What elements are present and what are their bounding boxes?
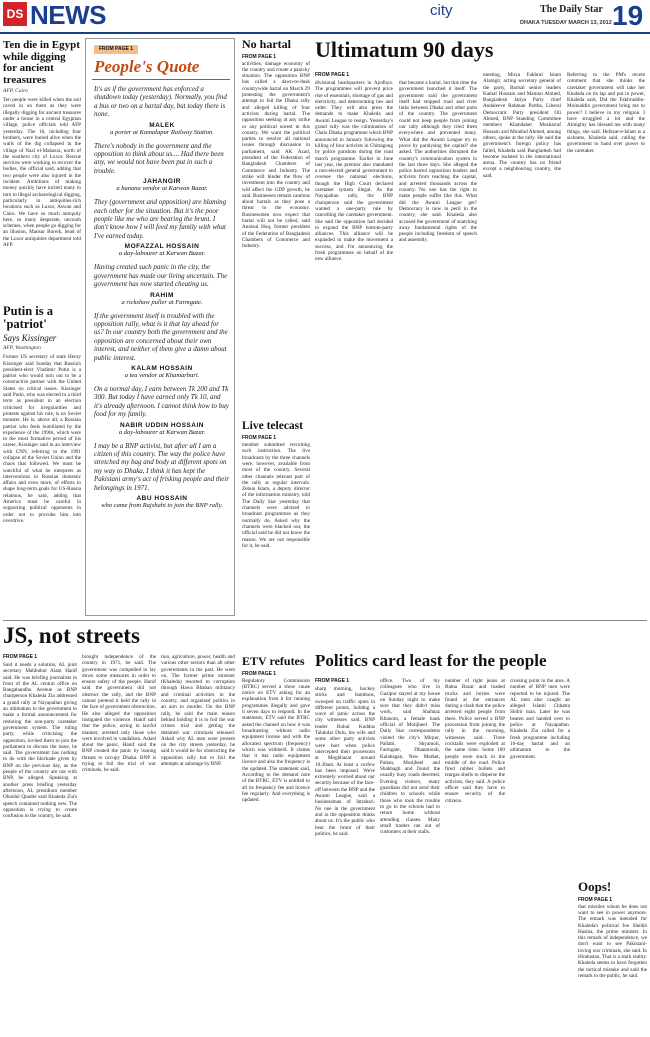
live-telecast-body: member submitted recruiting such instruction. The live broadcasts by the three channels were, however, available from most of the country. Several other channels telecast part of the rally at regular intervals. Zebun Islam, a deputy director of the information ministry, told The Daily Star yesterday that channels were advised to broadcast programmes as they normally do. Asked why the channels were blacked out, the official said he did not know the reason. We are not responsible for it, he said.: [242, 442, 310, 549]
politics-headline: Politics card least for the people: [315, 652, 547, 670]
egypt-article: [3, 40, 81, 300]
etv-refutes-article: [242, 655, 310, 1035]
putin-body: Former US secretary of state Henry Kissinger said Sunday that Russia's president-elect Vladimir Putin is a patriot who would turn out to be a constructive partner with the United States on critical issues. Kissinger said Putin, who was elected to a third term as president in an election criticised for irregularities and protests against his rule, is no Soviet monster. He is, above all, a Russian patriot who feels humiliated by the experience of the 1990s, which were to the most formative period of his career, Kissinger said in an interview with CNN, referring to the 1991 collapse of the Soviet Union and the chaos that followed. We must be watchful of what he interprets as interventions in Russian domestic affairs and even more, of efforts to shape long-term goals for US-Russia relations, he said, adding that America must be careful in supporting political opponents in order not to provoke him into overdrive.: [3, 354, 81, 524]
quote-speaker-name: RAHIM: [150, 291, 174, 299]
ultimatum-col-1: divisional headquarters in Ajodhya. The programmes will prevent price rise of essentials, shortage of gas and electricity, and deteriorating law and order. They will also press the demands to make Khaleda and Awami League to resign. Yesterday's grand rally was the culmination of Chalo Dhaka programme which BNP announced in January following the killing of four activists in Chittagong by police gunshots during the road march programme. Earlier in June last year, the premier also mandated a non-elected general government to oversee the national elections, though the High Court declared caretaker system illegal. As the Nayapaltan rally, the BNP chairperson said the government wanted a one-party rule by cancelling the caretaker government. She said the opposition had decided to expand the BNP bottom-party alliances. This alliance will be expanded to make the movement a success, and I'm announcing the fresh programmes on behalf of the new alliance.: [315, 80, 393, 263]
masthead-rule: [0, 32, 650, 34]
quote-item: [94, 85, 230, 136]
politics-col-3: number of tight jeans at Ratna Bazar and loaded trucks and lorries were found at the entrances during a clash that the police arrested eight people from there. Police served a BNP procession from joining the rally in the morning, witnesses said. Three cocktails were exploded at the same time. Some 100 people were stuck in the middle of the road. Police fired rubber bullets and teargas shells to disperse the activists, they said. A police officer said they have to ensure security of the citizens.: [445, 678, 505, 804]
oops-headline: Oops!: [578, 880, 612, 894]
logo-badge: DS: [3, 2, 27, 26]
quote-text: They (government and opposition) are blaming each other for the situation. But it's the poor people like me who are bearing the brunt. I don't know how I will feed my family with what I've earned today.: [94, 198, 227, 240]
quote-item: [94, 312, 230, 379]
peoples-quote-box: [85, 38, 235, 616]
js-col-3: tion, agriculture, power, health and various other sectors than all other governments in the past. He went on, The former prime minister (Khaleda) resorted to corruption through Hawa Bhaban militancy and criminal activities in the country, and organised politics in an aim to murder. On the BNP rally, he said the main reason behind holding it is to foil the war crimes trial and getting the detained war criminals released. Asked why AL men were present on the city streets yesterday, he said it would be for obstructing the opposition rally but to foil the attempts at sabotage by BNP.: [161, 654, 235, 768]
quote-speaker-role: a tea vendor at Khamarbari.: [124, 371, 200, 379]
quote-speaker-name: KALAM HOSSAIN: [131, 364, 193, 372]
quote-text: There's nobody in the government and the opposition to think about us.... Had there been any, we would not have been put in such a trouble.: [94, 141, 224, 175]
dateline: DHAKA TUESDAY MARCH 13, 2012: [520, 20, 612, 26]
no-hartal-from-page: FROM PAGE 1: [242, 53, 277, 60]
no-hartal-article: [242, 38, 310, 418]
ultimatum-col-4: Referring to the PM's recent comment that she thinks the caretaker government will take her Khaleda on its lap and put in power, Khaleda said, Did the Fakhruddin-Moinuddin government bring me to power? I believe in my religion. I have struggled a lot and the Almighty has blessed me with many things, she said. Hefazat-e-Islam is a sickness, Khaleda said, calling the government to hand over power to the caretaker.: [567, 72, 645, 154]
putin-byline: AFP, Washington: [3, 345, 41, 352]
egypt-headline: Ten die in Egypt while digging for ancient treasures: [3, 40, 80, 86]
section-city: city: [430, 2, 453, 19]
quote-text: If the government itself is troubled with the opposition rally, what is it that lay ahead for us? In our country both the government and the opposition are concerned about their own interest, and neither of them give a damn about public interest.: [94, 311, 228, 362]
js-not-streets-headline: JS, not streets: [3, 624, 140, 648]
oops-body: that missiles whom he does not want to see in power anymore. The remark was intended for Khaleda's political foe Sheikh Hasina, the prime minister. In this remark of independence, we don't want to see Pakistani-loving war criminals, she said. In Hindustan, That is a stark reality. Khaleda seems to have forgotten the tactical mistake and said the remark to the public, he said.: [578, 903, 647, 979]
quote-list: [94, 85, 230, 515]
page-number: 19: [612, 0, 644, 31]
masthead: [0, 0, 650, 34]
putin-article: [3, 305, 81, 635]
quote-item: [94, 263, 230, 305]
section-divider: [3, 620, 647, 621]
quote-title-rule: [92, 79, 230, 80]
quote-text: On a normal day, I earn between Tk 200 and Tk 300. But today I have earned only Tk 10, and it's already afternoon. I cannot think how to buy food for my family.: [94, 384, 229, 419]
js-col-2: brought independence of the country in 1971, he said. The government was compelled to lay down some measures in order to ensure safety of the people. Hanif said the government did not obstruct the rally, and the BNP cannot pretend it held the rally in the face of government obstruction. He also alleged the opposition instigated the violence. Hanif said that the police, acting in lawful manner, arrested only those who were involved in vandalism. Asked about the panic, Hanif said the BNP created the panic by issuing threats to occupy Dhaka. BNP is trying to foil the trial of war criminals, he said.: [82, 654, 156, 774]
quote-text: Having created such panic in the city, the government has made our living uncertain. The government has now started cheating us.: [94, 263, 228, 289]
quote-item: [94, 442, 230, 509]
ultimatum-article: [315, 38, 647, 616]
quote-speaker-name: ABU HOSSAIN: [136, 495, 188, 502]
live-telecast-headline: Live telecast: [242, 420, 303, 432]
js-col-1: Said it needs a solution, AL joint secretary Mahbubul Alam Hanif said. He was briefing journalists in front of the AL central office on Bangabandhu Avenue as BNP chairperson Khaleda Zia addressed a grand rally at Nayapaltan giving an ultimatum to the government to make a formal announcement for restoring the non-party caretaker government system. The ruling party, while criticising the opposition, invited them to join the parliament to discuss the issue, he said. The government has nothing to do with the blockade given by BNP on the previous day, as the people of the country are not with BNP, he alleged. Speaking at another press briefing yesterday afternoon, AL presidium member Obaidul Quader said Khaleda Zia's speech contained nothing new. The opposition is trying to create confusion in the country, he said.: [3, 662, 77, 820]
politics-col-1: sharp morning, hockey sticks and bamboos, swooped on traffic spots in different points, holding a wave of panic across the city witnesses said. BNP leader Ruhul Kuddus Talukdar Dulu, his wife and some other party activists were hurt when police intercepted their procession at Moghbazar around 10.30am. At least a curfew has been imposed. We're extremely worried about our security because of the face-off between the BNP and the Awami League, said a businessman of Jatrabari. No one in the government and in the opposition thinks about us. It's the public who bear the brunt of their politics, he said.: [315, 686, 375, 837]
oops-article: [578, 880, 647, 1035]
politics-from-page: FROM PAGE 1: [315, 678, 350, 684]
egypt-byline: AFP, Cairo: [3, 88, 28, 95]
quote-speaker-role: a day-labourer at Karwan Bazar.: [118, 428, 206, 436]
putin-headline: Putin is a 'patriot': [3, 305, 54, 332]
quote-speaker-name: MOFAZZAL HOSSAIN: [124, 243, 200, 251]
quote-text: It's as if the government has enforced a shutdown today (yesterday). Normally, you find a bus or two on a hartal day, but today there is none.: [94, 85, 227, 119]
quote-speaker-role: a day-labourer at Karwan Bazar.: [118, 250, 206, 258]
quote-item: [94, 142, 230, 193]
politics-col-2: office. Two of my colleagues who live in Gazipur stayed at my house on Sunday night to make sure that they didn't miss work, said Shahnaz Khanom, a female bank official of Motijheel. The Daily Star correspondents visited the city's Mirpur, Pallabi, Shyamoli, Farmgate, Dhanmondi, Kalabagan, New Market, Paltan, Motijheel and Shahbagh and found the usually busy roads deserted. Evening visitors, many guardians did not send their children to schools while those who took the trouble to go to the schools had to return home without attending classes. Many small traders ran out of customers at their stalls.: [380, 678, 440, 836]
quote-speaker-role: a banana vendor at Karwan Bazar.: [116, 185, 208, 193]
egypt-body: Ten people were killed when the soil caved in on them as they were illegally digging for ancient treasures under a house in a central Egyptian village, police officials told AFP yesterday. The 10, including four brothers, were buried alive when the walls of the dig collapsed in the village of Nazl el-Mahasra, north of the southern city of Luxor. Rescue services were working to recover the bodies, the official said, adding that two people were also injured in the incident. Ambitions of making money quickly have incited many to turn to illegal archaeological digging, particularly in antiquities-rich locations such as Luxor, Aswan and Cairo. We have so much antiquity here, so many desperate, uncouth schemes, when people go digging for an illusion, Mansur Boreik, head of the Luxor antiquities department told AFP.: [3, 97, 81, 249]
ultimatum-headline: Ultimatum 90 days: [315, 38, 494, 62]
no-hartal-body: activities, damage economy of the country and create a panicky situation. The opposition BNP has called a dawn-to-dusk countrywide hartal on March 29 protesting the government's attempt to foil the Dhaka rally and alleged killing of four activists during hartal. The opposition seeking at any strike or any political unrest in this country. We want the political parties to resolve all national issues through discussion in parliament, said AK Azad, president of the Federation of Bangladesh Chambers of Commerce and Industry. The strike will hinder the flow of investment into the country and will affect the GDP growth, he said. Businesses remain cautious about hartals as they pose a threat to the economy. Businessmen now expect that hartal will not be called, said Annisul Huq, former president of the Federation of Bangladesh Chambers of Commerce and Industry.: [242, 60, 310, 250]
js-not-streets-article: [3, 624, 235, 1034]
etv-from-page: FROM PAGE 1: [242, 670, 277, 677]
quote-speaker-role: who came from Rajshahi to join the BNP rally.: [101, 502, 223, 509]
no-hartal-headline: No hartal: [242, 38, 291, 51]
live-telecast-from-page: FROM PAGE 1: [242, 435, 277, 442]
quote-speaker-role: a rickshaw puller at Farmgate.: [121, 298, 203, 306]
js-from-page: FROM PAGE 1: [3, 654, 38, 660]
politics-article: [315, 652, 573, 1035]
paper-name: The Daily Star: [540, 4, 603, 15]
ultimatum-col-3: meeting, Mirza Fakhrul Islam Alamgir, acting secretary general of the party, Barisal senior leaders Kamal Hossain and Mamun Ahmed, Bangladesh Jatiya Party chief Andaleeve Rahman Partha, Liberal Democratic Party president Oli Ahmed, BNP Standing Committee members Khandaker Mosharraf Hossain and Moudud Ahmed, among others, spoke at the rally. He said the government's foreign policy has failed, Khaleda said Bangladesh had become isolated in the international arena. The country has no friend except a neighbouring country, she said.: [483, 72, 561, 179]
quote-title: People's Quote: [94, 57, 200, 76]
quote-item: [94, 198, 230, 257]
politics-col-4: crossing point in the area. A number of BNP men were reported to be injured. The AL men also caught an alleged Islami Chhatra Shibir man. Later he was beaten and handed over to police at Nayapaltan. Khaleda Zia called for a fresh programme including 10-day hartal and an ultimatum to the government.: [510, 678, 570, 760]
quote-item: [94, 385, 230, 436]
quote-from-page: FROM PAGE 1: [94, 45, 138, 54]
quote-text: I may be a BNP activist, but after all I am a citizen of this country. The way the police have stretched my bag and body at different spots on my way to Dhaka, I think it has kept the Pakistani army's act of frisking people and their belongings in 1971.: [94, 441, 230, 492]
ultimatum-from-page: FROM PAGE 1: [315, 72, 350, 78]
live-telecast-article: [242, 420, 310, 616]
ultimatum-col-2: that became a hartal, but this time the government launched it itself. The government said the government itself had stopped road and river links between Dhaka and other parts of the country. The government could not keep people from joining our rally although they tried them everywhere and prevented many. What did the Awami League try to prove by paralysing the capital? she asked. The authorities disrupted the country's communication system in the last three days. She alleged the police barred opposition leaders and activists from reaching the capital, and arrested thousands across the country. No one has the right to make people suffer like this. What did the Awami League get? Democracy is now in peril in the country, she said. Khaleda also accused the government of snatching away fundamental rights of the people including freedom of speech and assembly.: [399, 80, 477, 244]
quote-speaker-role: a porter at Kamalapur Railway Station.: [110, 128, 214, 136]
etv-body: Regulatory Commission (BTRC) served a show cause notice on ETV asking for an explanation from it for running programmes illegally and gave it seven days to respond. In the statement, ETV said the BTRC asked the channel on how it was broadcasting without radio equipment license and with the allocated spectrum (frequency) which was withheld. It claims that it has radio equipment licence and also the frequency is the updated. The statement said, According to the demand note of the BTRC, ETV is entitled to all its frequency fee and licence fee regularly. And everything is updated.: [242, 677, 310, 804]
quote-speaker-name: NABIR UDDIN HOSSAIN: [120, 421, 204, 429]
quote-speaker-name: JAHANGIR: [143, 178, 181, 186]
etv-refutes-headline: ETV refutes: [242, 655, 305, 668]
oops-from-page: FROM PAGE 1: [578, 896, 613, 903]
quote-speaker-name: MALEK: [149, 121, 175, 129]
putin-subhead: Says Kissinger: [3, 333, 57, 344]
section-title: NEWS: [30, 0, 106, 30]
